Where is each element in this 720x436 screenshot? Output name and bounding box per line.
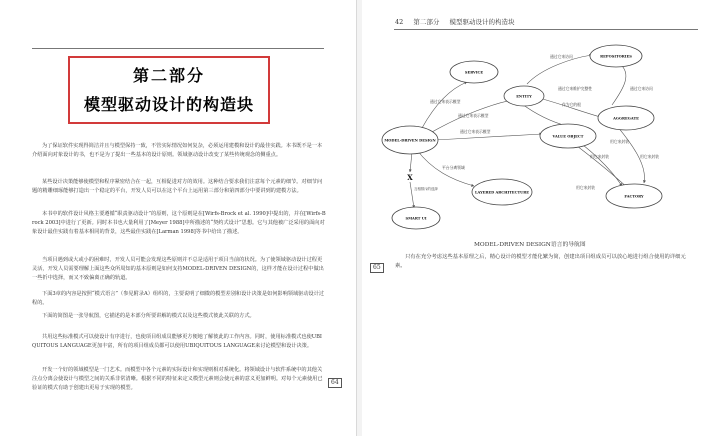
edge-entity-value xyxy=(522,104,567,126)
edge-mdd-service xyxy=(422,82,467,128)
label-x: X xyxy=(407,173,413,182)
left-paragraph: 某些设计决策能够使模型和程序紧密结合在一起，互相促进对方的效用。这种结合要求我们注意每个元素的细节。对细节问题的精雕细琢能够打造出一个稳定的平台，开发人员可以在这个平台上运用第三部分和第四部分中要讲到的建模方法。 xyxy=(32,179,323,194)
header-title: 模型驱动设计的构造块 xyxy=(449,18,515,26)
left-paragraph: 为了保证软件实现得简洁并且与模型保持一致，不管实际情况如何复杂，必须运用建模和设计的最佳实践。本书既不是一本介绍面向对象设计的书，也不是为了提出一些基本的设计原则。领域驱动设计改变了某些传统观念的侧重点。 xyxy=(32,143,323,158)
edge-label: 用它来封装 xyxy=(640,154,659,159)
label-service: SERVICE xyxy=(464,70,484,75)
left-paragraph: 本书中的软件设计风格主要遵循“职责驱动设计”的原则，这个原则是在[Wirfs-Brock et al. 1990]中提出的，并在[Wirfs-Brock 2003]中进行了更新。同时本书也大量利用了[Meyer 1988]中所描述的“契约式设计”思想。它与其他被广泛采用的面向对象设计最佳实践有着基本相同的背景，这些最佳实践在[Larman 1998]等书中给出了描述。 xyxy=(32,211,326,235)
left-paragraph: 下面3章的内容是按照“模式语言”（参见附录A）组织的，主要说明了细微的模型差别和设计决策是如何影响领域驱动设计过程的。 xyxy=(32,291,325,306)
edge-label: 用它来封装 xyxy=(576,185,595,190)
top-rule xyxy=(32,48,324,49)
edge-label: 通过它来维护完整性 xyxy=(558,86,593,91)
label-mdd: MODEL-DRIVEN DESIGN xyxy=(384,138,436,143)
label-entity: ENTITY xyxy=(516,94,532,99)
edge-value-factory xyxy=(577,146,630,190)
page-number: 64 xyxy=(328,378,342,388)
label-aggregate: AGGREGATE xyxy=(613,116,639,121)
left-paragraph: 开发一个好的领域模型是一门艺术。而模型中各个元素的实际设计和实现则相对系统化。将领域设计与软件系统中的其他关注点分离会使设计与模型之间的关系非常清晰。根据不同的特征来定义模型元素则会使元素的意义更加鲜明。对每个元素使用已验证的模式有助于创建出更易于实现的模型。 xyxy=(32,367,323,391)
edge-label: 作为它的根 xyxy=(562,102,581,107)
edge-x-smartui xyxy=(410,182,414,208)
label-value-object: VALUE OBJECT xyxy=(552,134,584,139)
header-part: 第二部分 xyxy=(413,18,440,26)
edge-label: 通过它来表示模型 xyxy=(458,113,489,118)
edge-mdd-value xyxy=(434,134,542,140)
edge-label: 通过它来访问 xyxy=(630,86,653,91)
left-paragraph: 共用这些标准模式可以使设计有序进行，也使项目组成员能够更方便地了解彼此的工作内容。同时，使用标准模式也使UBIQUITOUS LANGUAGE更加丰富，所有的项目组成员都可以使用UBIQUITOUS LANGUAGE来讨论模型和设计决策。 xyxy=(32,334,322,349)
edge-aggregate-repositories xyxy=(612,64,626,105)
edge-label: 通过它来访问 xyxy=(550,54,573,59)
page-number: 65 xyxy=(370,263,384,273)
header-page-number: 42 xyxy=(395,18,404,26)
diagram-caption: MODEL-DRIVEN DESIGN语言的导航图 xyxy=(474,242,586,248)
right-paragraph: 只有在充分考虑这些基本原理之后，精心设计的模型才能化繁为简，创建出项目组成员可以放心地进行组合使用的详细元素。 xyxy=(395,254,686,269)
part-title-line2: 模型驱动设计的构造块 xyxy=(83,95,254,114)
edge-entity-repositories xyxy=(527,55,592,84)
label-smart-ui: SMART UI xyxy=(405,216,427,221)
part-title-line1: 第二部分 xyxy=(132,66,205,85)
edge-label: 用它来封装 xyxy=(610,139,629,144)
left-paragraph: 下面的简图是一张导航图，它描述的是本部分所要讲解的模式以及这些模式彼此关联的方式。 xyxy=(42,313,255,319)
label-layered: LAYERED ARCHITECTURE xyxy=(474,190,530,195)
edge-label: 平台分离领域 xyxy=(442,165,465,170)
edge-label: 通过它来表示模型 xyxy=(430,99,461,104)
right-page xyxy=(362,0,720,436)
edge-label: 通过它来表示模型 xyxy=(460,129,491,134)
edge-label: 用它来封装 xyxy=(590,154,609,159)
edge-mdd-x xyxy=(410,152,412,172)
part-title-box xyxy=(68,56,270,124)
left-page xyxy=(0,0,358,436)
navigation-map-diagram xyxy=(362,0,720,236)
label-repositories: REPOSITORIES xyxy=(600,54,632,59)
label-factory: FACTORY xyxy=(624,194,644,199)
edge-label: 互相排斥的选择 xyxy=(414,187,438,191)
left-paragraph: 当项目遇到或大或小的困难时，开发人员可能会发现这些原则并不总是适用于项目当前的状况。为了使领域驱动设计过程更灵活，开发人员需要理解上面这些众所周知的基本原则是如何支持MODEL-DRIVEN DESIGN的，这样才能在设计过程中做出一些折中选择，而又不致偏离正确的轨道。 xyxy=(32,257,324,281)
